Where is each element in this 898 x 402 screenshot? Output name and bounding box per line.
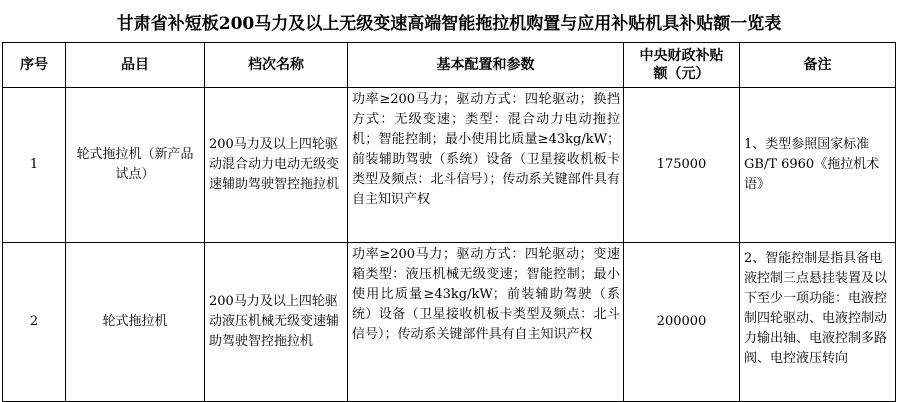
header-remark: 备注 [740,43,896,88]
header-config: 基本配置和参数 [348,43,624,88]
subsidy-table [2,42,896,402]
row-2-seq: 2 [3,243,66,402]
row-2-subsidy: 200000 [624,243,740,402]
row-1-subsidy: 175000 [624,88,740,243]
remark-2: 2、智能控制是指具备电液控制三点悬挂装置及以下至少一项功能：电液控制四轮驱动、电液控制动力输出轴、电液控制多路阀、电控液压转向 [740,243,896,402]
row-1-config: 功率≥200马力；驱动方式：四轮驱动；换挡方式：无级变速；类型：混合动力电动拖拉机；智能控制；最小使用比质量≥43kg/kW；前装辅助驾驶（系统）设备（卫星接收机板卡类型及频点：北斗信号）；传动系关键部件具有自主知识产权 [348,88,624,243]
header-item: 品目 [66,43,205,88]
header-seq: 序号 [3,43,66,88]
row-1-item: 轮式拖拉机（新产品试点） [66,88,205,243]
page-title: 甘肃省补短板200马力及以上无级变速高端智能拖拉机购置与应用补贴机具补贴额一览表 [116,13,782,34]
table-row [3,243,896,402]
table-row [3,88,896,243]
remark-1: 1、类型参照国家标准GB/T 6960《拖拉机术语》 [740,88,896,243]
header-subsidy: 中央财政补贴额（元） [624,43,740,88]
row-1-grade: 200马力及以上四轮驱动混合动力电动无级变速辅助驾驶智控拖拉机 [205,88,348,243]
row-2-config: 功率≥200马力；驱动方式：四轮驱动；变速箱类型：液压机械无级变速；智能控制；最小使用比质量≥43kg/kW；前装辅助驾驶（系统）设备（卫星接收机板卡类型及频点：北斗信号）；传动系关键部件具有自主知识产权 [348,243,624,402]
header-grade: 档次名称 [205,43,348,88]
row-1-seq: 1 [3,88,66,243]
row-2-item: 轮式拖拉机 [66,243,205,402]
table-header-row [3,43,896,88]
row-2-grade: 200马力及以上四轮驱动液压机械无级变速辅助驾驶智控拖拉机 [205,243,348,402]
